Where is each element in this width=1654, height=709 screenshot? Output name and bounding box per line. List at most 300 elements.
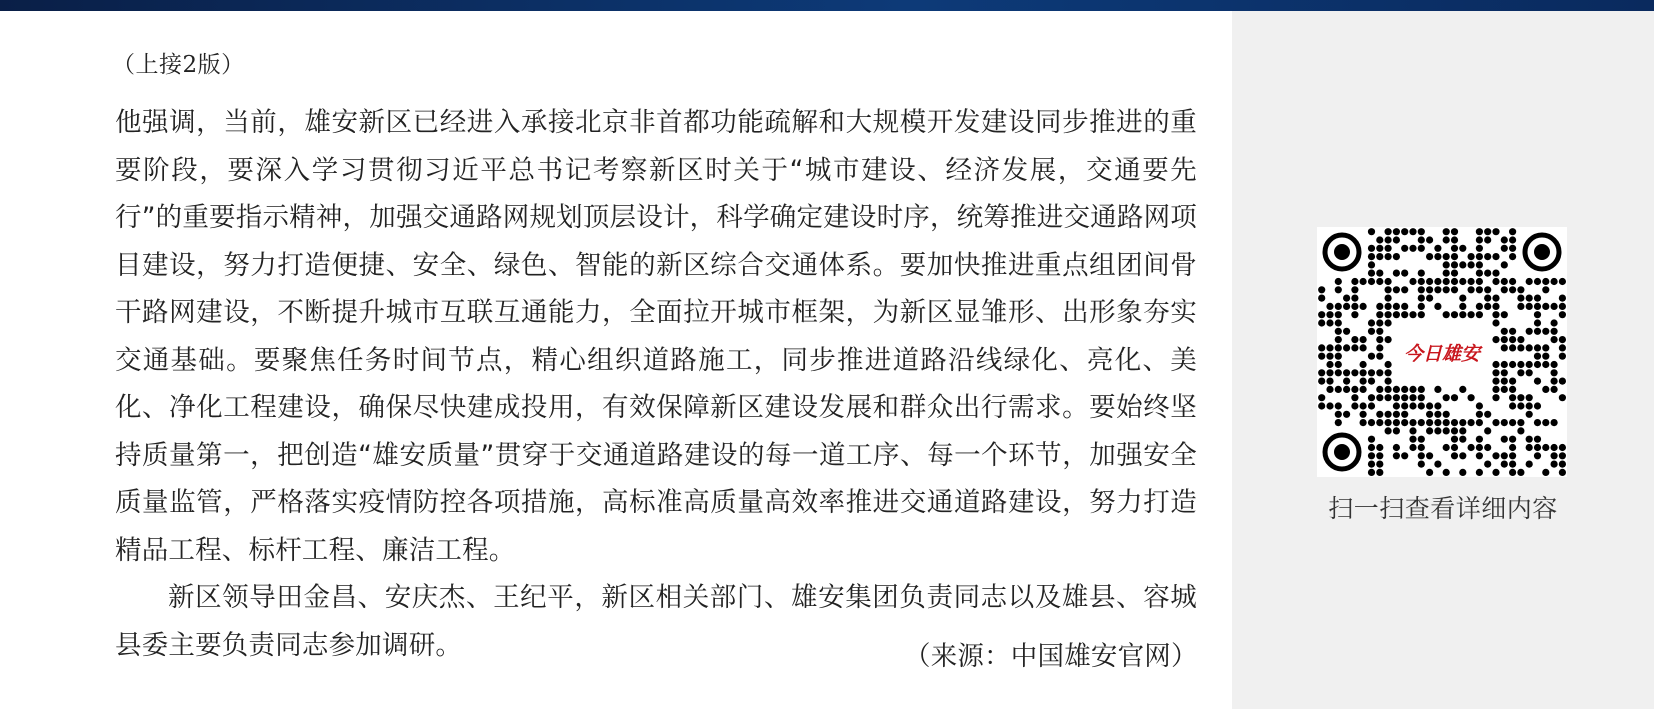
qr-dot (1318, 344, 1325, 351)
qr-dot (1401, 245, 1408, 252)
qr-dot (1459, 469, 1466, 476)
qr-dot (1509, 253, 1516, 260)
qr-dot (1492, 319, 1499, 326)
qr-dot (1376, 369, 1383, 376)
qr-dot (1376, 469, 1383, 476)
qr-dot (1451, 228, 1458, 235)
qr-dot (1451, 270, 1458, 277)
qr-dot (1326, 344, 1333, 351)
qr-dot (1368, 253, 1375, 260)
qr-dot (1418, 236, 1425, 243)
qr-dot (1509, 328, 1516, 335)
qr-dot (1509, 386, 1516, 393)
qr-dot (1501, 361, 1508, 368)
qr-dot (1517, 361, 1524, 368)
qr-dot (1393, 311, 1400, 318)
qr-dot (1443, 278, 1450, 285)
qr-dot (1534, 361, 1541, 368)
qr-dot (1542, 386, 1549, 393)
qr-dot (1476, 278, 1483, 285)
qr-dot (1368, 402, 1375, 409)
qr-dot (1401, 311, 1408, 318)
qr-dot (1385, 336, 1392, 343)
qr-dot (1451, 278, 1458, 285)
qr-dot (1351, 311, 1358, 318)
qr-dot (1385, 253, 1392, 260)
qr-dot (1360, 411, 1367, 418)
qr-dot (1393, 228, 1400, 235)
qr-dot (1517, 469, 1524, 476)
qr-dot (1434, 286, 1441, 293)
qr-dot (1509, 402, 1516, 409)
qr-dot (1559, 344, 1566, 351)
qr-dot (1534, 419, 1541, 426)
qr-dot (1376, 328, 1383, 335)
qr-dot (1385, 411, 1392, 418)
qr-dot (1409, 311, 1416, 318)
qr-dot (1434, 402, 1441, 409)
qr-dot (1434, 411, 1441, 418)
qr-dot (1418, 394, 1425, 401)
qr-dot (1326, 402, 1333, 409)
qr-dot (1534, 328, 1541, 335)
qr-dot (1451, 452, 1458, 459)
qr-dot (1318, 311, 1325, 318)
qr-dot (1451, 394, 1458, 401)
qr-dot (1426, 286, 1433, 293)
qr-dot (1401, 303, 1408, 310)
qr-dot (1492, 369, 1499, 376)
qr-dot (1476, 436, 1483, 443)
qr-dot (1368, 394, 1375, 401)
qr-dot (1335, 278, 1342, 285)
qr-dot (1484, 236, 1491, 243)
qr-dot (1418, 245, 1425, 252)
qr-dot (1451, 236, 1458, 243)
qr-dot (1409, 394, 1416, 401)
qr-dot (1385, 303, 1392, 310)
qr-dot (1409, 419, 1416, 426)
qr-dot (1393, 452, 1400, 459)
qr-dot (1385, 369, 1392, 376)
qr-dot (1343, 411, 1350, 418)
qr-dot (1368, 444, 1375, 451)
qr-dot (1368, 228, 1375, 235)
qr-dot (1526, 369, 1533, 376)
qr-dot (1418, 436, 1425, 443)
qr-dot (1418, 270, 1425, 277)
qr-dot (1517, 369, 1524, 376)
qr-dot (1360, 278, 1367, 285)
qr-dot (1559, 444, 1566, 451)
qr-dot (1326, 311, 1333, 318)
qr-dot (1517, 344, 1524, 351)
qr-dot (1484, 253, 1491, 260)
qr-dot (1376, 270, 1383, 277)
qr-dot (1526, 361, 1533, 368)
qr-dot (1343, 378, 1350, 385)
qr-dot (1393, 427, 1400, 434)
qr-dot (1318, 353, 1325, 360)
qr-dot (1418, 461, 1425, 468)
qr-dot (1343, 369, 1350, 376)
qr-dot (1534, 353, 1541, 360)
qr-dot (1376, 336, 1383, 343)
qr-dot (1401, 286, 1408, 293)
qr-dot (1409, 228, 1416, 235)
qr-dot (1534, 378, 1541, 385)
qr-dot (1351, 344, 1358, 351)
qr-dot (1401, 402, 1408, 409)
qr-dot (1476, 311, 1483, 318)
qr-dot (1368, 369, 1375, 376)
qr-dot (1476, 411, 1483, 418)
qr-dot (1335, 386, 1342, 393)
qr-dot (1401, 452, 1408, 459)
qr-dot (1526, 402, 1533, 409)
qr-dot (1526, 328, 1533, 335)
qr-dot (1335, 344, 1342, 351)
qr-dot (1501, 461, 1508, 468)
qr-dot (1492, 336, 1499, 343)
qr-dot (1418, 386, 1425, 393)
qr-dot (1376, 452, 1383, 459)
qr-dot (1409, 427, 1416, 434)
qr-dot (1351, 394, 1358, 401)
qr-dot (1393, 394, 1400, 401)
qr-dot (1501, 386, 1508, 393)
qr-dot (1534, 452, 1541, 459)
qr-dot (1385, 361, 1392, 368)
qr-dot (1393, 444, 1400, 451)
qr-dot (1401, 228, 1408, 235)
qr-dot (1376, 344, 1383, 351)
qr-dot (1418, 303, 1425, 310)
qr-dot (1526, 436, 1533, 443)
qr-dot (1476, 228, 1483, 235)
qr-dot (1484, 444, 1491, 451)
qr-dot (1443, 270, 1450, 277)
qr-dot (1468, 419, 1475, 426)
qr-dot (1326, 319, 1333, 326)
qr-dot (1484, 461, 1491, 468)
qr-dot (1451, 427, 1458, 434)
qr-dot (1401, 386, 1408, 393)
qr-dot (1418, 402, 1425, 409)
qr-dot (1385, 228, 1392, 235)
qr-dot (1409, 402, 1416, 409)
qr-dot (1401, 270, 1408, 277)
qr-dot (1401, 394, 1408, 401)
qr-dot (1335, 336, 1342, 343)
qr-dot (1351, 369, 1358, 376)
qr-dot (1526, 461, 1533, 468)
qr-dot (1501, 336, 1508, 343)
qr-dot (1376, 303, 1383, 310)
qr-dot (1542, 286, 1549, 293)
qr-dot (1551, 444, 1558, 451)
qr-dot (1385, 245, 1392, 252)
qr-dot (1459, 427, 1466, 434)
qr-dot (1517, 427, 1524, 434)
qr-dot (1501, 378, 1508, 385)
qr-dot (1318, 295, 1325, 302)
qr-dot (1434, 386, 1441, 393)
qr-dot (1468, 261, 1475, 268)
qr-dot (1385, 311, 1392, 318)
qr-dot (1517, 394, 1524, 401)
qr-dot (1434, 419, 1441, 426)
qr-dot (1326, 303, 1333, 310)
qr-dot (1559, 336, 1566, 343)
qr-dot (1476, 245, 1483, 252)
qr-dot (1451, 419, 1458, 426)
qr-dot (1393, 386, 1400, 393)
qr-dot (1335, 419, 1342, 426)
qr-dot (1526, 411, 1533, 418)
qr-dot (1459, 278, 1466, 285)
qr-dot (1534, 402, 1541, 409)
qr-dot (1393, 402, 1400, 409)
qr-dot (1526, 444, 1533, 451)
qr-dot (1509, 344, 1516, 351)
qr-dot (1409, 386, 1416, 393)
qr-dot (1385, 394, 1392, 401)
qr-dot (1501, 328, 1508, 335)
qr-dot (1509, 436, 1516, 443)
qr-dot (1385, 419, 1392, 426)
qr-dot (1542, 469, 1549, 476)
qr-dot (1534, 311, 1541, 318)
qr-dot (1526, 295, 1533, 302)
qr-dot (1335, 286, 1342, 293)
qr-code[interactable] (1317, 227, 1567, 477)
qr-dot (1509, 452, 1516, 459)
qr-dot (1468, 394, 1475, 401)
qr-dot (1368, 452, 1375, 459)
qr-dot (1418, 444, 1425, 451)
qr-dot (1476, 402, 1483, 409)
qr-dot (1451, 436, 1458, 443)
qr-dot (1335, 319, 1342, 326)
qr-dot (1501, 452, 1508, 459)
qr-dot (1443, 444, 1450, 451)
qr-dot (1326, 378, 1333, 385)
qr-dot (1335, 311, 1342, 318)
qr-dot (1443, 311, 1450, 318)
qr-dot (1360, 419, 1367, 426)
qr-dot (1509, 469, 1516, 476)
qr-dot (1542, 419, 1549, 426)
qr-dot (1559, 278, 1566, 285)
qr-dot (1418, 228, 1425, 235)
qr-dot (1426, 278, 1433, 285)
qr-dot (1468, 311, 1475, 318)
qr-dot (1551, 303, 1558, 310)
qr-dot (1534, 295, 1541, 302)
qr-dot (1393, 253, 1400, 260)
qr-dot (1526, 278, 1533, 285)
qr-dot (1368, 436, 1375, 443)
qr-dot (1492, 419, 1499, 426)
qr-dot (1551, 378, 1558, 385)
qr-dot (1476, 270, 1483, 277)
qr-dot (1509, 361, 1516, 368)
qr-dot (1318, 286, 1325, 293)
qr-dot (1534, 436, 1541, 443)
qr-dot (1368, 461, 1375, 468)
qr-dot (1368, 278, 1375, 285)
qr-dot (1501, 436, 1508, 443)
qr-dot (1418, 452, 1425, 459)
qr-dot (1376, 444, 1383, 451)
qr-dot (1343, 344, 1350, 351)
qr-dot (1492, 394, 1499, 401)
qr-dot (1335, 353, 1342, 360)
qr-dot (1434, 427, 1441, 434)
qr-dot (1434, 245, 1441, 252)
qr-dot (1542, 328, 1549, 335)
qr-dot (1318, 369, 1325, 376)
qr-dot (1484, 286, 1491, 293)
qr-dot (1551, 419, 1558, 426)
qr-dot (1335, 328, 1342, 335)
qr-dot (1559, 311, 1566, 318)
qr-dot (1393, 236, 1400, 243)
qr-dot (1492, 361, 1499, 368)
qr-dot (1542, 353, 1549, 360)
qr-dot (1509, 286, 1516, 293)
qr-dot (1517, 295, 1524, 302)
qr-dot (1426, 427, 1433, 434)
qr-dot (1509, 419, 1516, 426)
qr-dot (1451, 245, 1458, 252)
qr-dot (1443, 411, 1450, 418)
qr-dot (1318, 402, 1325, 409)
qr-dot (1434, 253, 1441, 260)
qr-dot (1409, 444, 1416, 451)
qr-dot (1451, 286, 1458, 293)
qr-dot (1335, 402, 1342, 409)
qr-dot (1526, 394, 1533, 401)
qr-dot (1385, 295, 1392, 302)
qr-dot (1318, 394, 1325, 401)
qr-dot (1484, 295, 1491, 302)
qr-dot (1459, 436, 1466, 443)
qr-dot (1551, 361, 1558, 368)
qr-dot (1343, 386, 1350, 393)
qr-dot (1484, 270, 1491, 277)
qr-dot (1401, 419, 1408, 426)
qr-dot (1542, 444, 1549, 451)
qr-dot (1318, 378, 1325, 385)
qr-dot (1501, 278, 1508, 285)
qr-dot (1501, 311, 1508, 318)
qr-dot (1368, 353, 1375, 360)
qr-dot (1476, 452, 1483, 459)
qr-dot (1443, 261, 1450, 268)
qr-dot (1335, 369, 1342, 376)
qr-dot (1492, 469, 1499, 476)
qr-dot (1451, 444, 1458, 451)
qr-dot (1501, 369, 1508, 376)
qr-dot (1534, 278, 1541, 285)
qr-dot (1551, 278, 1558, 285)
qr-dot (1443, 469, 1450, 476)
qr-dot (1376, 319, 1383, 326)
qr-dot (1360, 402, 1367, 409)
qr-dot (1368, 319, 1375, 326)
qr-dot (1393, 270, 1400, 277)
qr-dot (1517, 286, 1524, 293)
qr-dot (1335, 411, 1342, 418)
qr-dot (1492, 270, 1499, 277)
qr-dot (1326, 369, 1333, 376)
qr-dot (1418, 295, 1425, 302)
qr-dot (1492, 228, 1499, 235)
qr-dot (1376, 245, 1383, 252)
qr-dot (1451, 311, 1458, 318)
qr-dot (1443, 228, 1450, 235)
qr-dot (1509, 228, 1516, 235)
qr-dot (1434, 303, 1441, 310)
article-paragraph-2: 新区领导田金昌、安庆杰、王纪平，新区相关部门、雄安集团负责同志以及雄县、容城县委主要负责同志参加调研。 (115, 582, 1197, 661)
article (0, 11, 1232, 709)
qr-dot (1542, 303, 1549, 310)
qr-dot (1509, 236, 1516, 243)
sidebar (1232, 11, 1654, 709)
qr-dot (1376, 411, 1383, 418)
qr-dot (1385, 286, 1392, 293)
qr-dot (1517, 303, 1524, 310)
qr-dot (1551, 336, 1558, 343)
qr-dot (1376, 311, 1383, 318)
qr-dot (1468, 444, 1475, 451)
qr-dot (1459, 261, 1466, 268)
qr-dot (1476, 236, 1483, 243)
qr-dot (1509, 394, 1516, 401)
qr-dot (1534, 344, 1541, 351)
qr-dot (1542, 361, 1549, 368)
qr-dot (1509, 378, 1516, 385)
qr-dot (1459, 245, 1466, 252)
qr-dot (1351, 336, 1358, 343)
qr-dot (1459, 295, 1466, 302)
qr-dot (1559, 469, 1566, 476)
qr-dot (1551, 452, 1558, 459)
qr-dot (1476, 303, 1483, 310)
qr-dot (1484, 411, 1491, 418)
qr-dot (1459, 303, 1466, 310)
qr-dot (1360, 344, 1367, 351)
qr-dot (1351, 295, 1358, 302)
qr-dot (1393, 411, 1400, 418)
qr-dot (1393, 286, 1400, 293)
qr-dot (1551, 319, 1558, 326)
qr-dot (1434, 278, 1441, 285)
qr-dot (1443, 236, 1450, 243)
qr-dot (1492, 378, 1499, 385)
qr-dot (1559, 394, 1566, 401)
qr-dot (1418, 311, 1425, 318)
qr-dot (1551, 328, 1558, 335)
qr-dot (1451, 261, 1458, 268)
qr-dot (1368, 245, 1375, 252)
qr-dot (1409, 278, 1416, 285)
qr-dot (1351, 402, 1358, 409)
qr-dot (1376, 386, 1383, 393)
qr-dot (1426, 236, 1433, 243)
